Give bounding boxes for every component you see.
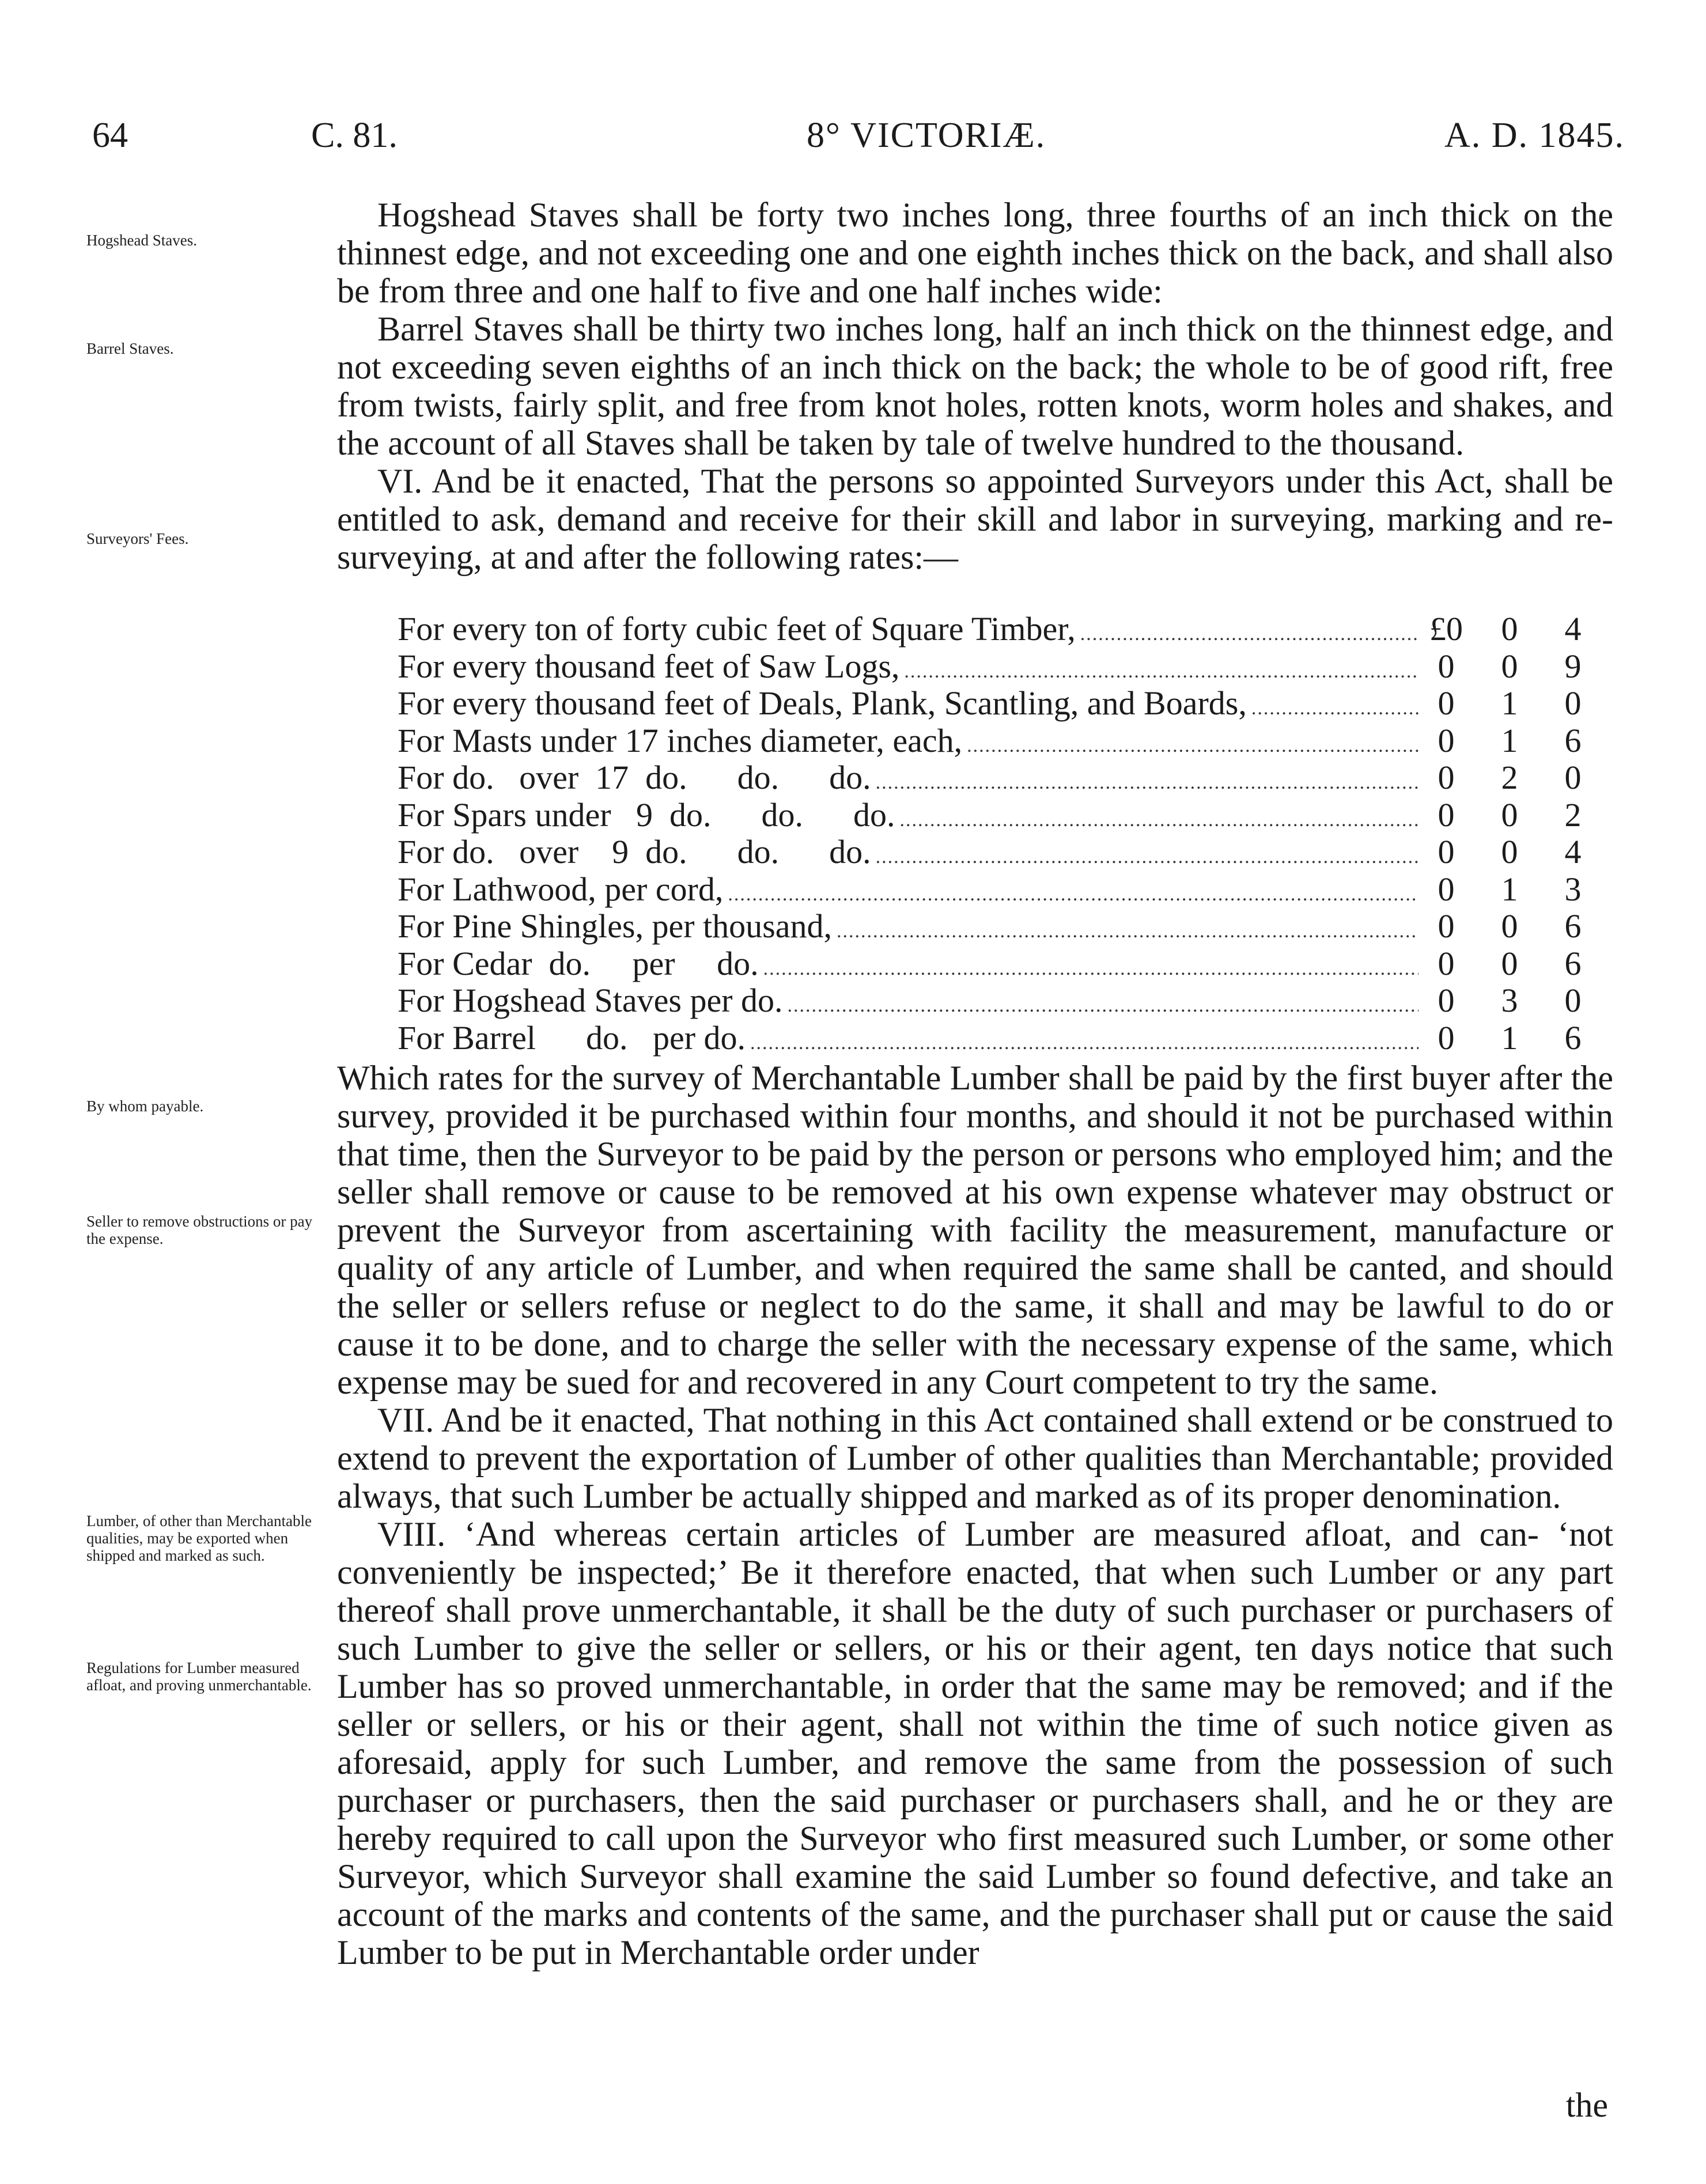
dot-leader <box>876 846 1418 868</box>
fee-item: For every thousand feet of Saw Logs, <box>398 647 900 685</box>
fee-amount <box>1423 832 1596 871</box>
fee-pence: 2 <box>1564 796 1582 834</box>
fee-pounds: 0 <box>1438 1019 1455 1057</box>
margin-note-fees: Surveyors' Fees. <box>86 530 189 547</box>
catchword: the <box>1565 2086 1608 2124</box>
dot-leader <box>900 809 1418 831</box>
fee-amount <box>1423 981 1596 1020</box>
fee-pence: 6 <box>1564 1019 1582 1057</box>
fee-shillings: 0 <box>1501 907 1518 945</box>
fee-row <box>398 758 1596 796</box>
fee-shillings: 1 <box>1501 1019 1518 1057</box>
fee-pence: 0 <box>1564 684 1582 722</box>
regnal-year: 8° VICTORIÆ. <box>807 116 1046 155</box>
margin-note-payable: By whom payable. <box>86 1097 204 1115</box>
paragraph-section-8: VIII. ‘And whereas certain articles of Lumber are measured afloat, and can‑ ‘not conveniently be inspected;’ Be it therefore enacted, that when such Lumber or any part thereof shall prove unmerchantable, it shall be the duty of such purchaser or purchasers of such Lumber to give the seller or sellers, or his or their agent, ten days notice that such Lumber has so proved unmerchantable, in order that the same may be removed; and if the seller or sellers, or his or their agent, shall not within the time of such notice given as aforesaid, apply for such Lumber, and remove the same from the possession of such purchaser or purchasers, then the said purchaser or purchasers shall, and he or they are hereby required to call upon the Surveyor who first measured such Lumber, or some other Surveyor, which Surveyor shall examine the said Lumber so found defective, and take an account of the marks and contents of the same, and the purchaser shall put or cause the said Lumber to be put in Merchantable order under <box>337 1515 1613 1971</box>
fee-row <box>398 796 1596 833</box>
fee-item: For Cedar do. per do. <box>398 944 759 982</box>
fee-shillings: 3 <box>1501 982 1518 1019</box>
margin-note-barrel: Barrel Staves. <box>86 340 174 357</box>
fee-pounds: 0 <box>1438 944 1455 982</box>
margin-note-afloat: Regulations for Lumber measured afloat, and proving unmerchantable. <box>86 1659 312 1694</box>
paragraph-payable: Which rates for the survey of Merchantable Lumber shall be paid by the first buyer after the survey, provided it be purchased within four months, and should it not be purchased within that time, then the Surveyor to be paid by the person or persons who employed him; and the seller shall remove or cause to be removed at his own expense whatever may obstruct or prevent the Surveyor from ascertaining with facility the measurement, manufacture or quality of any article of Lumber, and when required the same shall be canted, and should the seller or sellers refuse or neglect to do the same, it shall and may be lawful to do or cause it to be done, and to charge the seller with the necessary expense of the same, which expense may be sued for and recovered in any Court competent to try the same. <box>337 1059 1613 1401</box>
fee-amount <box>1423 907 1596 945</box>
fee-item: For Spars under 9 do. do. do. <box>398 796 895 834</box>
fee-amount <box>1423 1019 1596 1057</box>
fee-shillings: 1 <box>1501 721 1518 759</box>
fee-item: For Masts under 17 inches diameter, each, <box>398 721 963 759</box>
fee-pounds: 0 <box>1438 982 1455 1019</box>
fee-row <box>398 944 1596 982</box>
fee-pounds: 0 <box>1438 907 1455 945</box>
margin-note-export: Lumber, of other than Merchantable qualities, may be exported when shipped and marked as such. <box>86 1512 312 1564</box>
fee-pence: 6 <box>1564 944 1582 982</box>
fee-shillings: 1 <box>1501 684 1518 722</box>
fee-row <box>398 981 1596 1019</box>
fee-pence: 4 <box>1564 610 1582 648</box>
fee-row <box>398 610 1596 647</box>
fee-amount <box>1423 796 1596 834</box>
paragraph-section-6: VI. And be it enacted, That the persons so appointed Surveyors under this Act, shall be entitled to ask, demand and receive for their skill and labor in surveying, marking and re-surveying, at and after the following rates:— <box>337 462 1613 576</box>
fee-amount <box>1423 870 1596 909</box>
paragraph-barrel-staves: Barrel Staves shall be thirty two inches long, half an inch thick on the thinnest edge, and not exceeding seven eighths of an inch thick on the back; the whole to be of good rift, free from twists, fairly split, and free from knot holes, rotten knots, worm holes and shakes, and the account of all Staves shall be taken by tale of twelve hundred to the thousand. <box>337 310 1613 462</box>
fee-item: For Hogshead Staves per do. <box>398 982 783 1019</box>
year: A. D. 1845. <box>1444 116 1625 155</box>
dot-leader <box>876 772 1418 794</box>
dot-leader <box>967 735 1418 757</box>
margin-note-obstructions: Seller to remove obstructions or pay the expense. <box>86 1213 313 1247</box>
fee-row <box>398 1019 1596 1056</box>
fee-item: For Pine Shingles, per thousand, <box>398 907 832 945</box>
fee-shillings: 0 <box>1501 796 1518 834</box>
fee-row <box>398 684 1596 721</box>
fee-pounds: £0 <box>1429 610 1463 648</box>
dot-leader <box>788 995 1418 1017</box>
dot-leader <box>904 661 1418 683</box>
fee-row <box>398 870 1596 907</box>
fee-pounds: 0 <box>1438 759 1455 796</box>
dot-leader <box>1251 698 1418 720</box>
fee-pounds: 0 <box>1438 721 1455 759</box>
body-text-lower <box>337 1059 1613 1971</box>
fee-pence: 9 <box>1564 647 1582 685</box>
fee-row <box>398 647 1596 684</box>
fee-amount <box>1423 610 1596 648</box>
body-text-upper <box>337 196 1613 576</box>
paragraph-section-7: VII. And be it enacted, That nothing in this Act contained shall extend or be construed to extend to prevent the exportation of Lumber of other qualities than Merchantable; provided always, that such Lumber be actually shipped and marked as of its proper denomination. <box>337 1401 1613 1515</box>
fee-pence: 4 <box>1564 833 1582 870</box>
fee-pounds: 0 <box>1438 870 1455 908</box>
dot-leader <box>763 958 1418 980</box>
fee-pence: 0 <box>1564 759 1582 796</box>
fee-shillings: 1 <box>1501 870 1518 908</box>
fee-row <box>398 721 1596 759</box>
fee-row <box>398 832 1596 870</box>
fee-item: For every thousand feet of Deals, Plank, Scantling, and Boards, <box>398 684 1247 722</box>
fee-shillings: 0 <box>1501 944 1518 982</box>
fee-amount <box>1423 721 1596 760</box>
paragraph-hogshead-staves: Hogshead Staves shall be forty two inches long, three fourths of an inch thick on the thinnest edge, and not exceeding one and one eighth inches thick on the back, and shall also be from three and one half to five and one half inches wide: <box>337 196 1613 310</box>
dot-leader <box>1080 623 1418 645</box>
margin-note-hogshead: Hogshead Staves. <box>86 232 197 249</box>
dot-leader <box>837 921 1418 943</box>
fee-pence: 0 <box>1564 982 1582 1019</box>
fee-amount <box>1423 758 1596 797</box>
fee-pounds: 0 <box>1438 796 1455 834</box>
fee-amount <box>1423 684 1596 722</box>
fees-table <box>398 610 1596 1055</box>
fee-shillings: 0 <box>1501 647 1518 685</box>
dot-leader <box>750 1032 1418 1054</box>
fee-pounds: 0 <box>1438 833 1455 870</box>
fee-item: For do. over 17 do. do. do. <box>398 759 871 796</box>
fee-shillings: 0 <box>1501 610 1518 648</box>
fee-item: For Barrel do. per do. <box>398 1019 746 1057</box>
fee-item: For every ton of forty cubic feet of Square Timber, <box>398 610 1076 648</box>
fee-amount <box>1423 647 1596 686</box>
fee-shillings: 0 <box>1501 833 1518 870</box>
fee-shillings: 2 <box>1501 759 1518 796</box>
fee-item: For Lathwood, per cord, <box>398 870 724 908</box>
fee-pounds: 0 <box>1438 647 1455 685</box>
dot-leader <box>728 884 1418 906</box>
running-header <box>92 115 1625 184</box>
fee-pence: 6 <box>1564 721 1582 759</box>
fee-item: For do. over 9 do. do. do. <box>398 833 871 870</box>
fee-amount <box>1423 944 1596 983</box>
fee-row <box>398 907 1596 944</box>
fee-pence: 3 <box>1564 870 1582 908</box>
fee-pence: 6 <box>1564 907 1582 945</box>
page-number: 64 <box>92 116 128 155</box>
fee-pounds: 0 <box>1438 684 1455 722</box>
chapter-number: C. 81. <box>311 116 398 155</box>
